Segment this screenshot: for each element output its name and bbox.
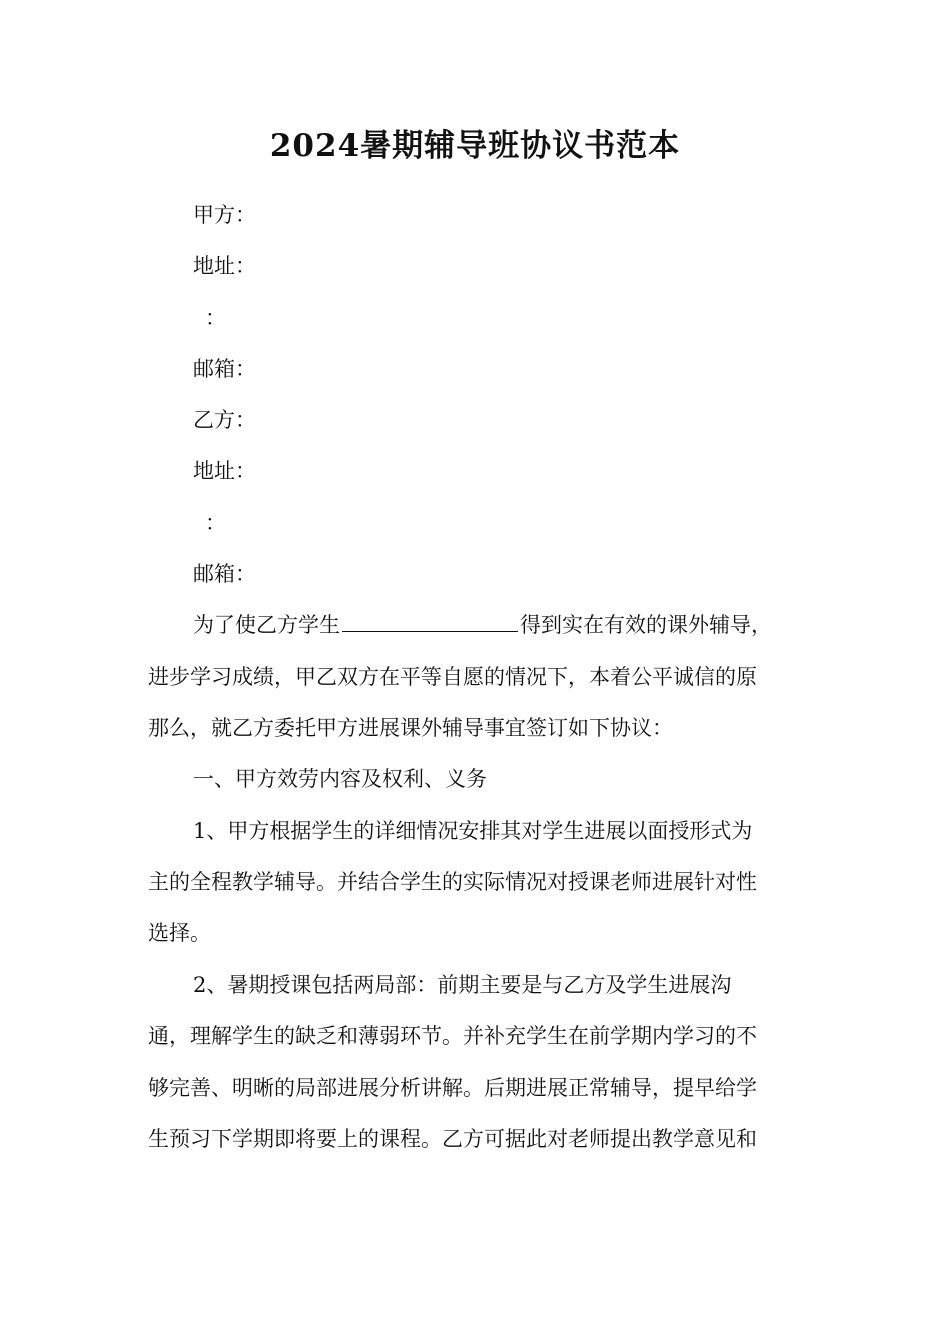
document-title: 2024暑期辅导班协议书范本 — [269, 128, 681, 164]
intro-text-before-blank: 为了使乙方学生 — [193, 613, 340, 637]
clause-2-line-1: 2、暑期授课包括两局部：前期主要是与乙方及学生进展沟 — [193, 973, 732, 997]
clause-1-line-3: 选择。 — [148, 921, 211, 945]
party-b-address-label: 地址： — [193, 459, 256, 483]
intro-text-after-blank: 得到实在有效的课外辅导， — [520, 613, 772, 637]
intro-line-3: 那么，就乙方委托甲方进展课外辅导事宜签订如下协议： — [148, 716, 673, 740]
party-b-email-label: 邮箱： — [193, 562, 256, 586]
intro-line-2: 进步学习成绩，甲乙双方在平等自愿的情况下，本着公平诚信的原 — [148, 665, 757, 689]
clause-1-line-1: 1、甲方根据学生的详细情况安排其对学生进展以面授形式为 — [193, 819, 753, 843]
clause-2-line-4: 生预习下学期即将要上的课程。乙方可据此对老师提出教学意见和 — [148, 1127, 757, 1151]
intro-line-1 — [193, 610, 772, 640]
party-a-address-label: 地址： — [193, 254, 256, 278]
party-a-name-label: 甲方： — [193, 203, 256, 227]
clause-1-line-2: 主的全程教学辅导。并结合学生的实际情况对授课老师进展针对性 — [148, 870, 757, 894]
party-b-name-label: 乙方： — [193, 408, 256, 432]
party-a-phone-label: ： — [205, 306, 226, 330]
party-a-email-label: 邮箱： — [193, 357, 256, 381]
student-name-blank — [342, 611, 518, 632]
clause-2-line-2: 通，理解学生的缺乏和薄弱环节。并补充学生在前学期内学习的不 — [148, 1024, 757, 1048]
party-b-phone-label: ： — [205, 511, 226, 535]
section-1-heading: 一、甲方效劳内容及权利、义务 — [193, 767, 487, 791]
clause-2-line-3: 够完善、明晰的局部进展分析讲解。后期进展正常辅导，提早给学 — [148, 1076, 757, 1100]
